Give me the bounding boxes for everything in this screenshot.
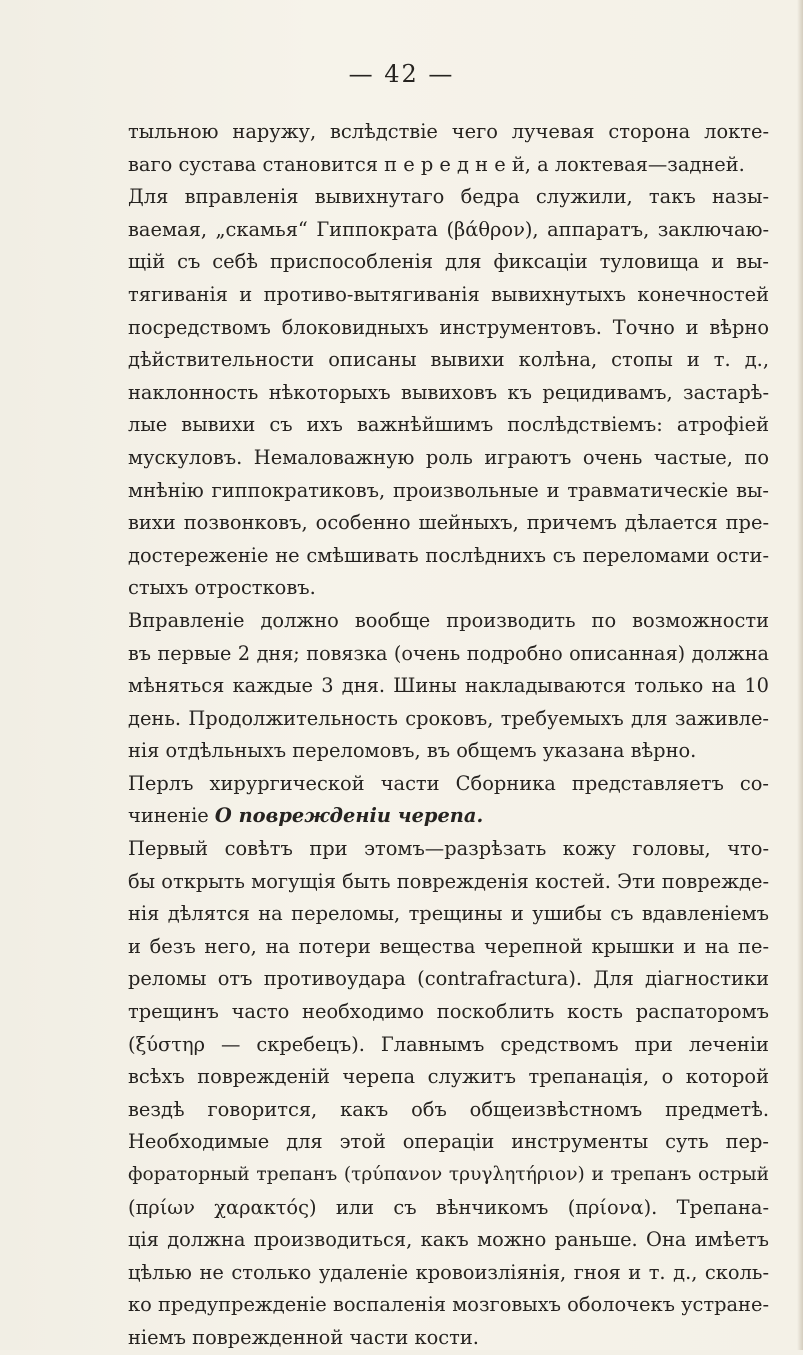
text-line-with-title <box>128 800 769 833</box>
text-line: Для вправленія вывихнутаго бедра служили, такъ назы- <box>128 185 769 209</box>
text-line: стыхъ отростковъ. <box>128 576 316 600</box>
text-line: лые вывихи съ ихъ важнѣйшимъ послѣдствіемъ: атрофіей <box>128 413 769 437</box>
text-line: ко предупрежденіе воспаленія мозговыхъ оболочекъ устране- <box>128 1293 769 1317</box>
text-line: Вправленіе должно вообще производить по возможности <box>128 608 769 632</box>
text-line: въ первые 2 дня; повязка (очень подробно описанная) должна <box>128 641 769 665</box>
text-line: тягиванія и противо-вытягиванія вывихнутыхъ конечностей <box>128 282 769 306</box>
text-line: и безъ него, на потери вещества черепной крышки и на пе- <box>128 934 769 958</box>
text-line: цѣлью не столько удаленіе кровоизліянія, гноя и т. д., сколь- <box>128 1260 769 1284</box>
text-line: всѣхъ поврежденій черепа служитъ трепанація, о которой <box>128 1065 769 1089</box>
text-line: мѣняться каждые 3 дня. Шины накладываются только на 10 <box>128 674 769 698</box>
text-line: Первый совѣтъ при этомъ—разрѣзать кожу головы, что- <box>128 837 769 861</box>
text-line: щій съ себѣ приспособленія для фиксаціи туловища и вы- <box>128 250 769 274</box>
text-line: ція должна производиться, какъ можно раньше. Она имѣетъ <box>128 1228 769 1252</box>
text-line: ніемъ поврежденной части кости. <box>128 1325 479 1349</box>
text-line: мнѣнію гиппократиковъ, произвольные и травматическіе вы- <box>128 478 769 502</box>
text-line: нія дѣлятся на переломы, трещины и ушибы съ вдавленіемъ <box>128 902 769 926</box>
text-line: день. Продолжительность сроковъ, требуемыхъ для заживле- <box>128 706 769 730</box>
text-line: Необходимые для этой операціи инструменты суть пер- <box>128 1130 769 1154</box>
text-line: (πρίων χαρακτός) или съ вѣнчикомъ (πρίονα). Трепана- <box>128 1195 769 1219</box>
text-line: бы открыть могущія быть поврежденія костей. Эти поврежде- <box>128 869 769 893</box>
body-text <box>128 116 769 1355</box>
italic-title: О поврежденіи черепа. <box>214 804 484 828</box>
text-fragment: чиненіе <box>128 804 209 828</box>
page-edge-shadow <box>797 0 803 1350</box>
text-line: вихи позвонковъ, особенно шейныхъ, причемъ дѣлается пре- <box>128 511 769 535</box>
text-line: трещинъ часто необходимо поскоблить кость распаторомъ <box>128 1000 769 1024</box>
text-line: Перлъ хирургической части Сборника представляетъ со- <box>128 771 769 795</box>
text-line: мускуловъ. Немаловажную роль играютъ очень частые, по <box>128 445 769 469</box>
text-line: дѣйствительности описаны вывихи колѣна, стопы и т. д., <box>128 348 769 372</box>
text-line: достереженіе не смѣшивать послѣднихъ съ переломами ости- <box>128 543 769 567</box>
text-line: наклонность нѣкоторыхъ вывиховъ къ рецидивамъ, застарѣ- <box>128 380 769 404</box>
text-line: посредствомъ блоковидныхъ инструментовъ. Точно и вѣрно <box>128 315 769 339</box>
text-line: ваго сустава становится п е р е д н е й, а локтевая—задней. <box>128 152 745 176</box>
text-line: реломы отъ противоудара (contrafractura). Для діагностики <box>128 967 769 991</box>
text-line: тыльною наружу, вслѣдствіе чего лучевая сторона локте- <box>128 120 769 143</box>
page-number: — 42 — <box>348 60 455 88</box>
text-line: нія отдѣльныхъ переломовъ, въ общемъ указана вѣрно. <box>128 739 697 763</box>
text-line: фораторный трепанъ (τρύπανον τρυγλητήριον) и трепанъ острый <box>128 1164 769 1185</box>
text-line: вездѣ говорится, какъ объ общеизвѣстномъ предметѣ. <box>128 1097 769 1121</box>
text-line: ваемая, „скамья“ Гиппократа (βάθρον), аппаратъ, заключаю- <box>128 217 769 241</box>
text-line: (ξύστηρ — скребецъ). Главнымъ средствомъ при леченіи <box>128 1032 769 1056</box>
